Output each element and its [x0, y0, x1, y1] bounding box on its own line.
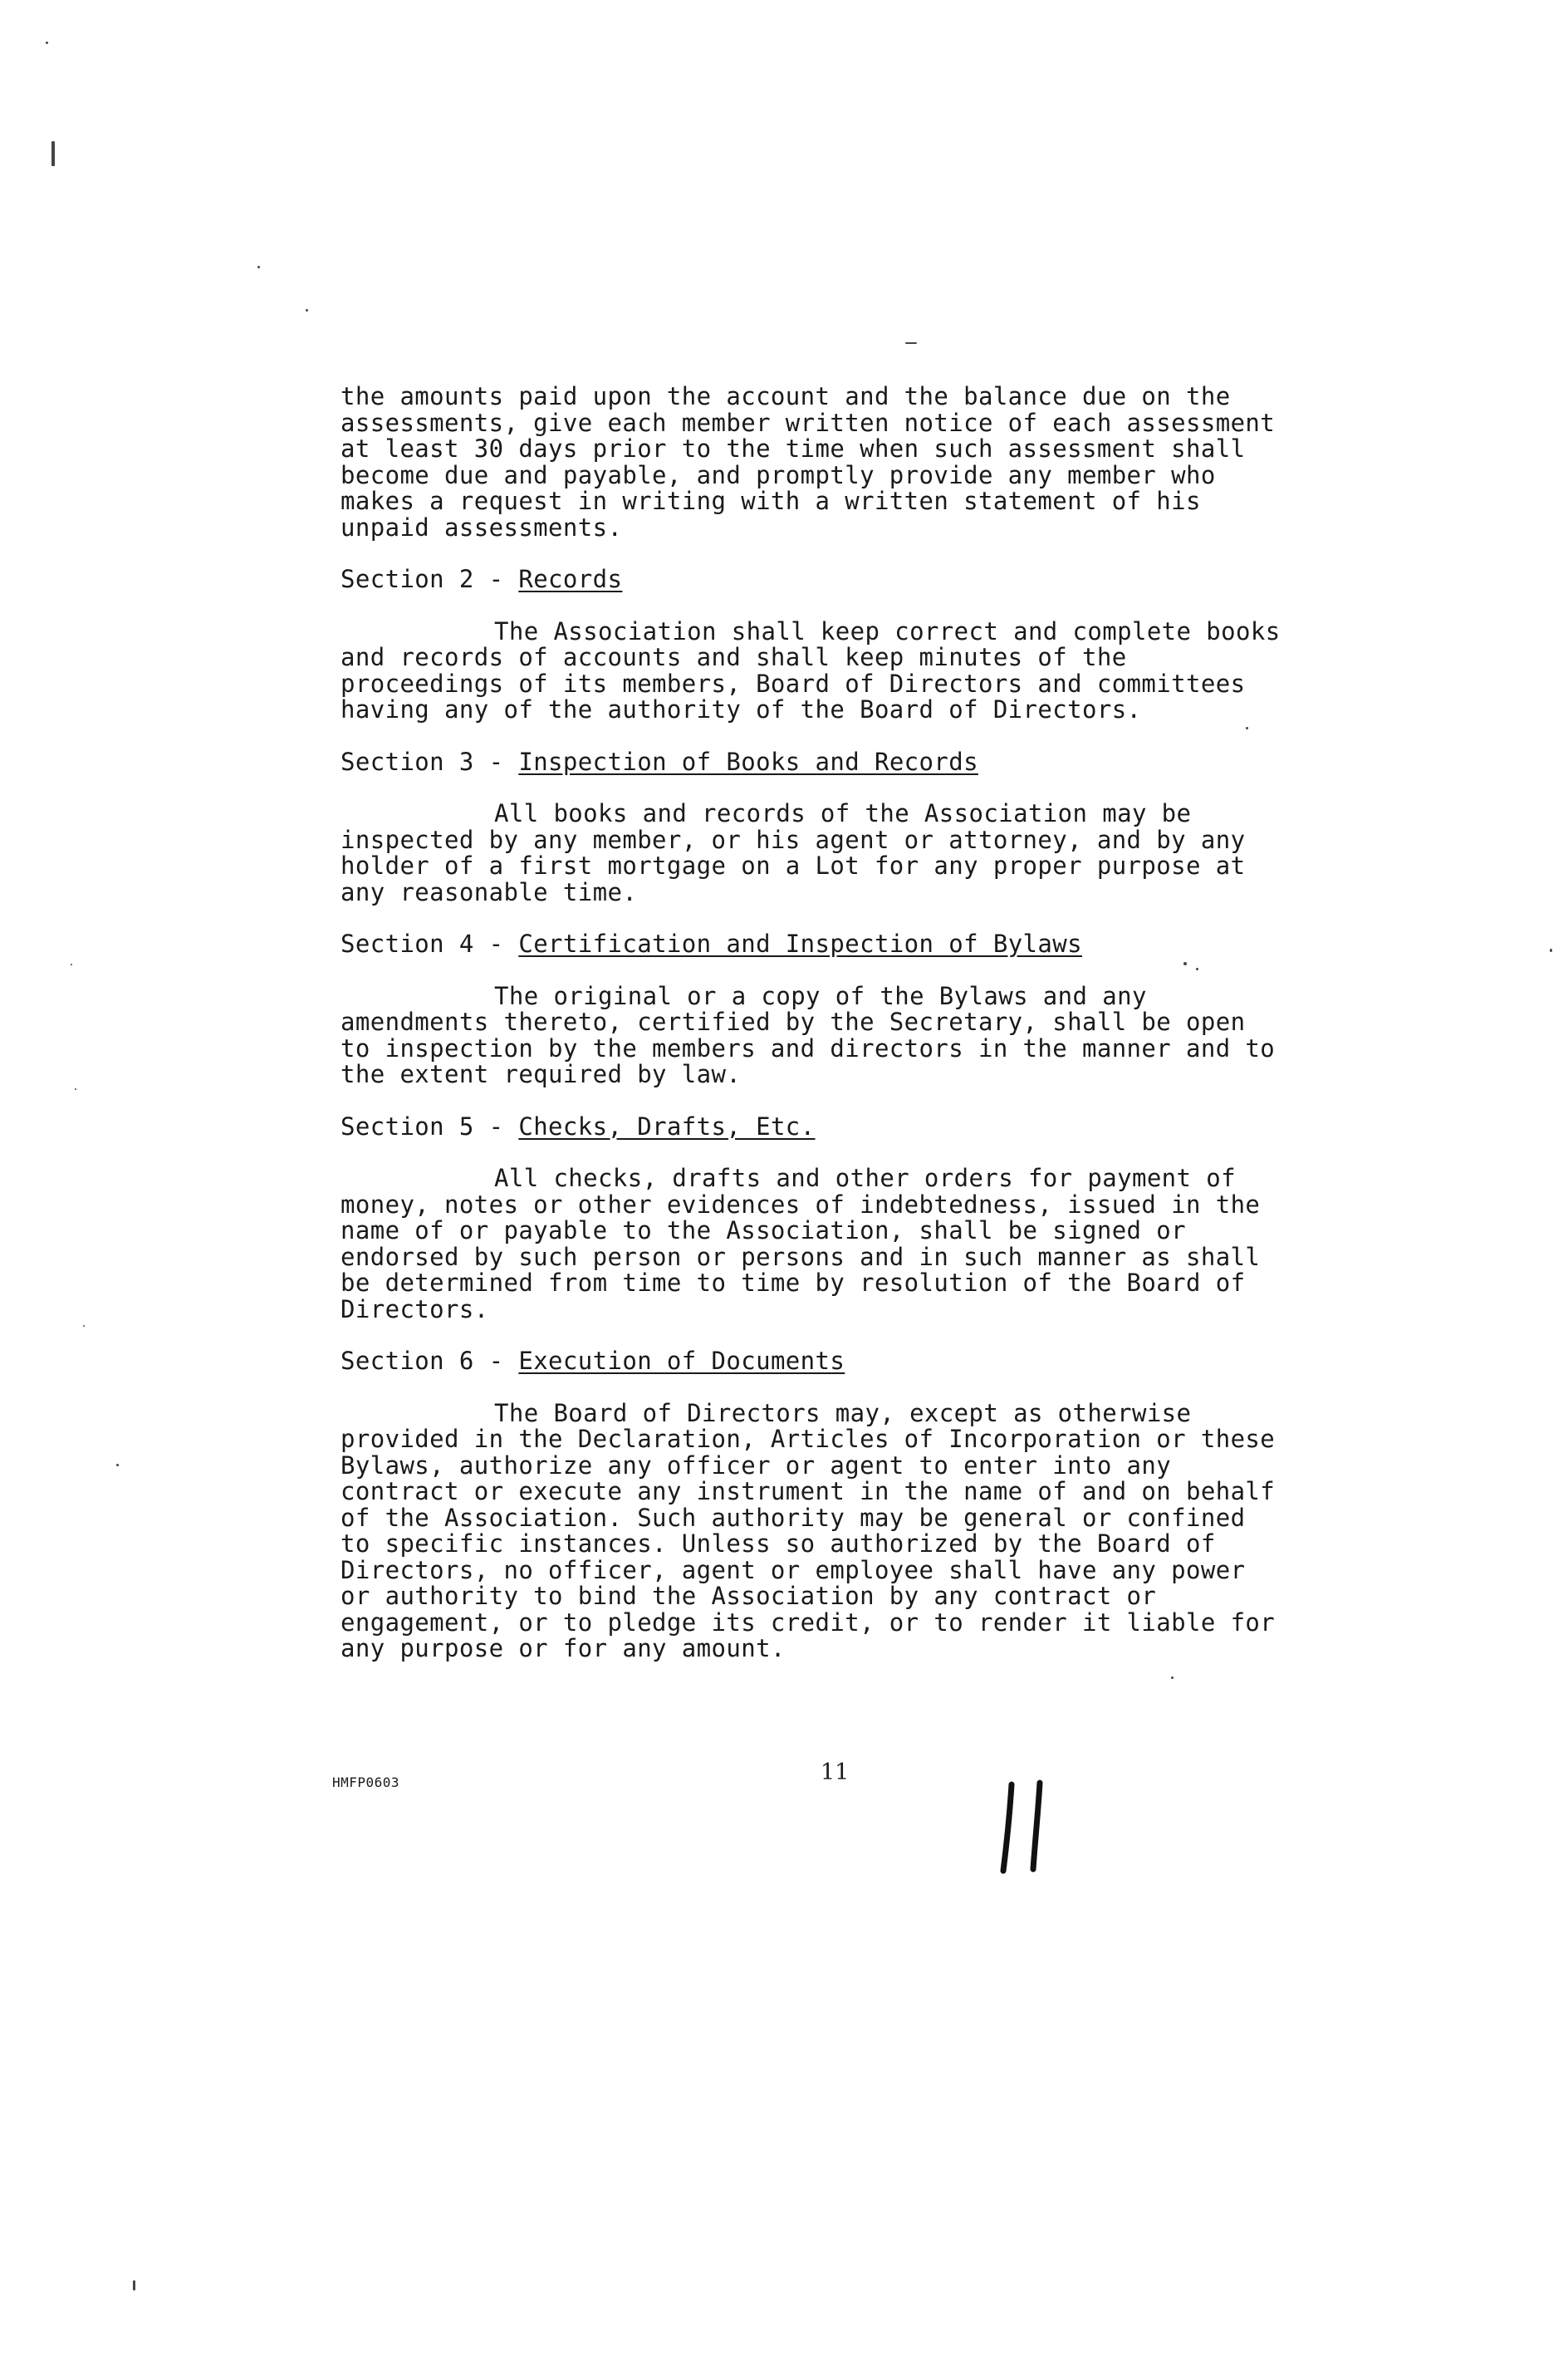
- section-prefix: Section 6 -: [341, 1347, 519, 1375]
- section-4: [341, 931, 1387, 1088]
- scan-speck: [71, 964, 72, 965]
- handwritten-page-mark: [988, 1778, 1063, 1878]
- section-title: Records: [518, 565, 623, 593]
- section-body: The Board of Directors may, except as otherwise provided in the Declaration, Articles of Incorporation or these Bylaws, authorize any officer or agent to enter into any contract or execute any instrument in the name of and on behalf of the Association. Such authority may be general or confined to specific instances. Unless so authorized by the Board of Directors, no officer, agent or employee shall have any power or authority to bind the Association by any contract or engagement, or to pledge its credit, or to render it liable for any purpose or for any amount.: [341, 1398, 1276, 1662]
- page-number: 11: [821, 1760, 850, 1785]
- section-title: Execution of Documents: [518, 1347, 845, 1375]
- section-prefix: Section 3 -: [341, 747, 519, 776]
- scan-speck: [75, 1088, 76, 1090]
- section-title: Certification and Inspection of Bylaws: [518, 930, 1082, 958]
- document-body: [341, 384, 1387, 1662]
- scan-speck: [133, 2280, 135, 2290]
- section-6: [341, 1348, 1387, 1662]
- section-title: Checks, Drafts, Etc.: [518, 1112, 816, 1141]
- section-heading: [341, 749, 1387, 776]
- section-body: All checks, drafts and other orders for payment of money, notes or other evidences of indebtedness, issued in the name of or payable to the Association, shall be signed or endorsed by such person or persons and in such manner as shall be determined from time to time by resolution of the Board of Directors.: [341, 1164, 1261, 1323]
- scan-speck: [1183, 962, 1187, 965]
- section-body: All books and records of the Association may be inspected by any member, or his agent or attorney, and by any holder of a first mortgage on a Lot for any proper purpose at any reasonable time.: [341, 799, 1246, 906]
- scan-speck: [905, 342, 917, 344]
- section-heading: [341, 931, 1387, 958]
- section-heading: [341, 1114, 1387, 1141]
- scan-speck: [46, 42, 48, 44]
- section-5: [341, 1114, 1387, 1323]
- scan-speck: [83, 1325, 85, 1327]
- scan-speck: [1196, 968, 1198, 970]
- section-body: The original or a copy of the Bylaws and any amendments thereto, certified by the Secretary, shall be open to inspection by the members and directors in the manner and to the extent required by law.: [341, 981, 1276, 1088]
- scan-speck: [257, 266, 260, 268]
- opening-paragraph: the amounts paid upon the account and the balance due on the assessments, give each member written notice of each assessment at least 30 days prior to the time when such assessment shall become due and payable, and promptly provide any member who makes a request in writing with a written statement of his unpaid assessments.: [341, 382, 1276, 542]
- document-code: HMFP0603: [332, 1774, 400, 1790]
- section-prefix: Section 2 -: [341, 565, 519, 593]
- scan-speck: [1171, 1676, 1174, 1679]
- scan-speck: [51, 141, 55, 166]
- section-heading: [341, 1348, 1387, 1375]
- section-prefix: Section 4 -: [341, 930, 519, 958]
- scan-speck: [306, 309, 308, 312]
- section-prefix: Section 5 -: [341, 1112, 519, 1141]
- section-3: [341, 749, 1387, 906]
- section-2: [341, 567, 1387, 724]
- section-title: Inspection of Books and Records: [518, 747, 978, 776]
- section-body: The Association shall keep correct and complete books and records of accounts and shall keep minutes of the proceedings of its members, Board of Directors and committees having any of the authority of the Board of Directors.: [341, 616, 1281, 724]
- scan-speck: [116, 1464, 119, 1466]
- scan-speck: [1246, 727, 1248, 729]
- section-heading: [341, 567, 1387, 593]
- scan-speck: [1550, 949, 1552, 952]
